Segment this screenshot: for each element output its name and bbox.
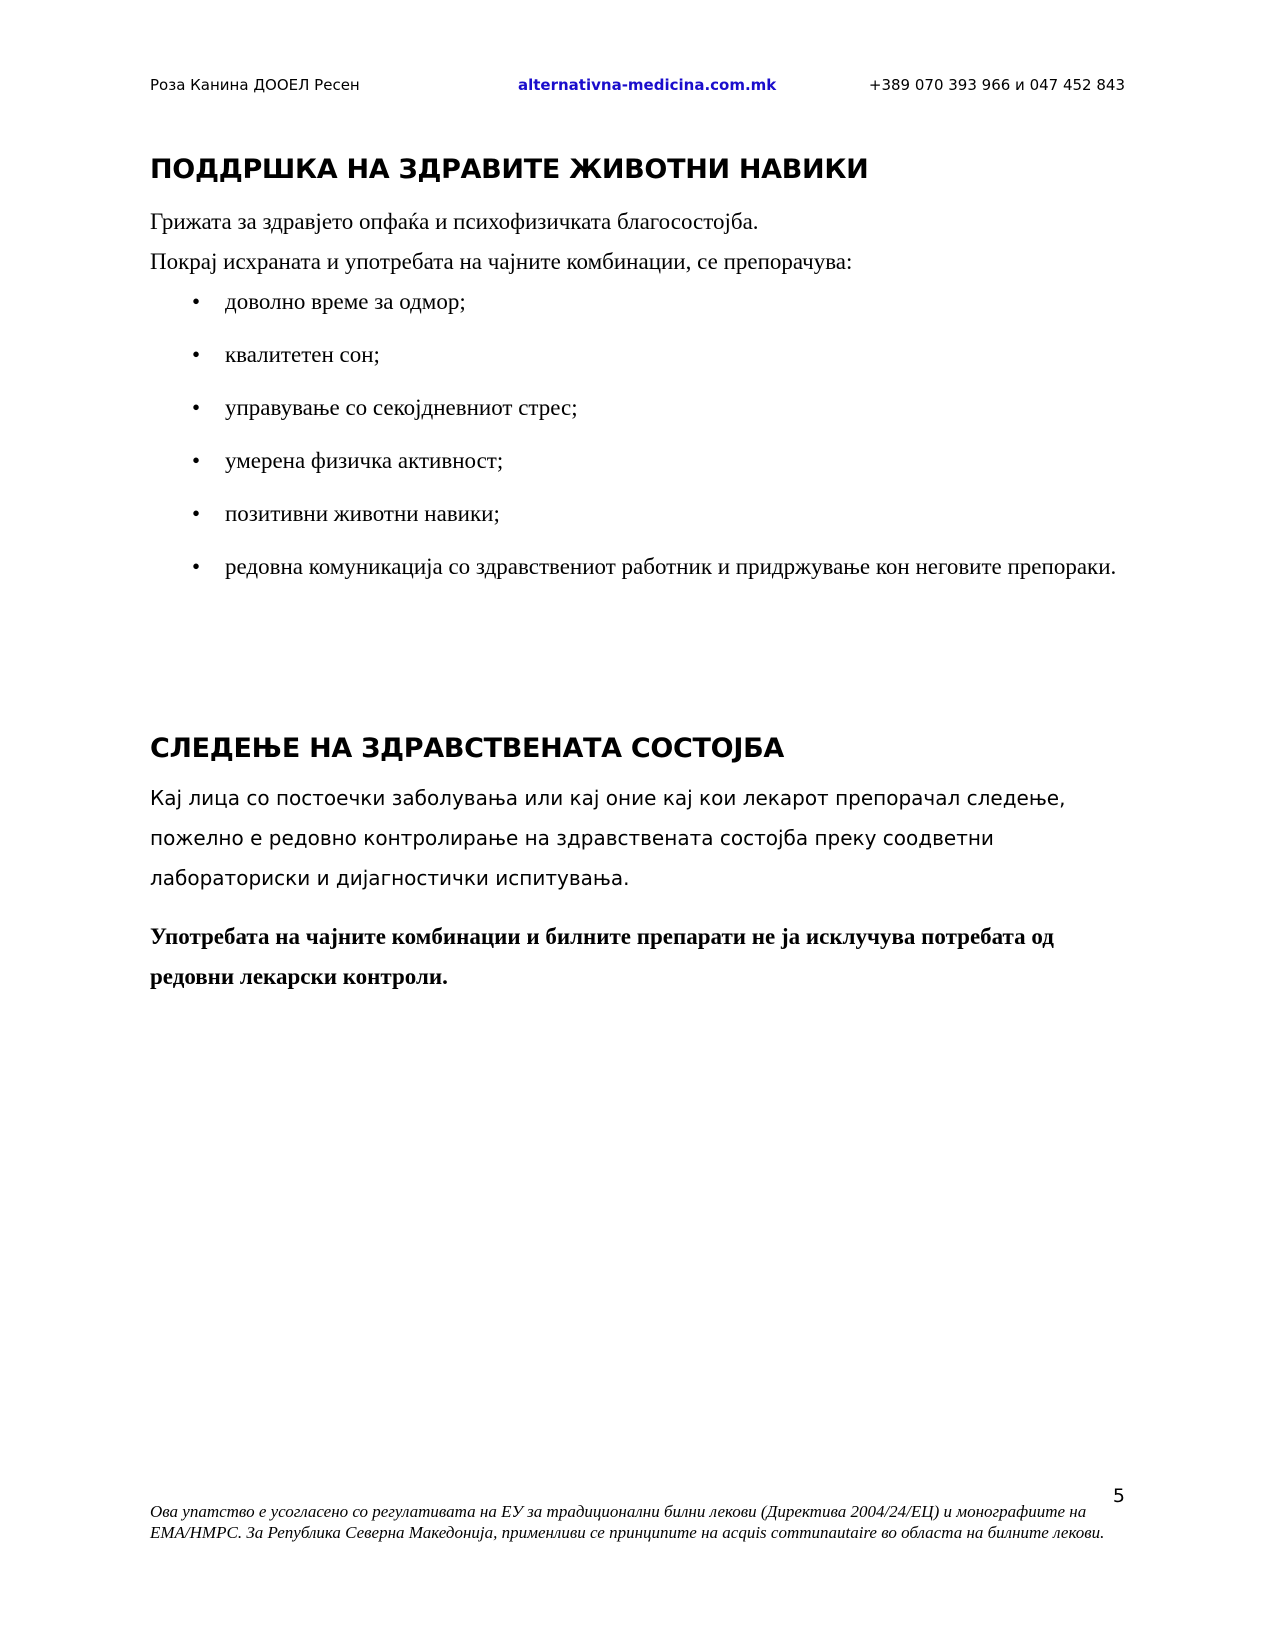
- header-website-link[interactable]: alternativna-medicina.com.mk: [518, 76, 777, 94]
- section-intro: [150, 202, 1125, 282]
- section-title-health-monitoring: СЛЕДЕЊЕ НА ЗДРАВСТВЕНАТА СОСТОЈБА: [150, 733, 784, 764]
- intro-paragraph-1: Грижата за здравјето опфаќа и психофизичката благосостојба.: [150, 209, 759, 234]
- list-item-text: редовна комуникација со здравствениот работник и придржување кон неговите препораки.: [225, 554, 1117, 579]
- list-item: [150, 441, 1125, 481]
- bullet-icon: •: [191, 342, 201, 367]
- list-item-text: управување со секојдневниот стрес;: [225, 395, 578, 420]
- recommendations-list: [150, 282, 1125, 600]
- section-title-healthy-habits: ПОДДРШКА НА ЗДРАВИТЕ ЖИВОТНИ НАВИКИ: [150, 154, 869, 185]
- list-item: [150, 547, 1125, 587]
- header-phone-numbers: +389 070 393 966 и 047 452 843: [868, 76, 1125, 94]
- bullet-icon: •: [191, 289, 201, 314]
- list-item-text: доволно време за одмор;: [225, 289, 466, 314]
- list-item: [150, 335, 1125, 375]
- header-company-name: Роза Канина ДООЕЛ Ресен: [150, 76, 360, 94]
- page-number: 5: [1112, 1485, 1125, 1507]
- list-item-text: позитивни животни навики;: [225, 501, 500, 526]
- intro-paragraph-2: Покрај исхраната и употребата на чајните комбинации, се препорачува:: [150, 249, 853, 274]
- list-item-text: умерена физичка активност;: [225, 448, 504, 473]
- page-header: [150, 76, 1125, 98]
- list-item: [150, 282, 1125, 322]
- list-item: [150, 388, 1125, 428]
- bullet-icon: •: [191, 395, 201, 420]
- list-item: [150, 494, 1125, 534]
- bullet-icon: •: [191, 554, 201, 579]
- list-item-text: квалитетен сон;: [225, 342, 380, 367]
- monitoring-paragraph: Кај лица со постоечки заболувања или кај оние кај кои лекарот препорачал следење, пожелно е редовно контролирање на здравствената состојба преку соодветни лабораториски и дијагностички испитувања.: [150, 786, 1066, 890]
- bullet-icon: •: [191, 448, 201, 473]
- medical-checkup-note: Употребата на чајните комбинации и билните препарати не ја исклучува потребата од редовни лекарски контроли.: [150, 924, 1054, 989]
- bullet-icon: •: [191, 501, 201, 526]
- regulatory-footer-note: Ова упатство е усогласено со регулативата на ЕУ за традиционални билни лекови (Директива 2004/24/ЕЦ) и монографиите на ЕМА/НМРС. За Република Северна Македонија, применливи се принципите на acquis communautaire во областа на билните лекови.: [150, 1502, 1105, 1542]
